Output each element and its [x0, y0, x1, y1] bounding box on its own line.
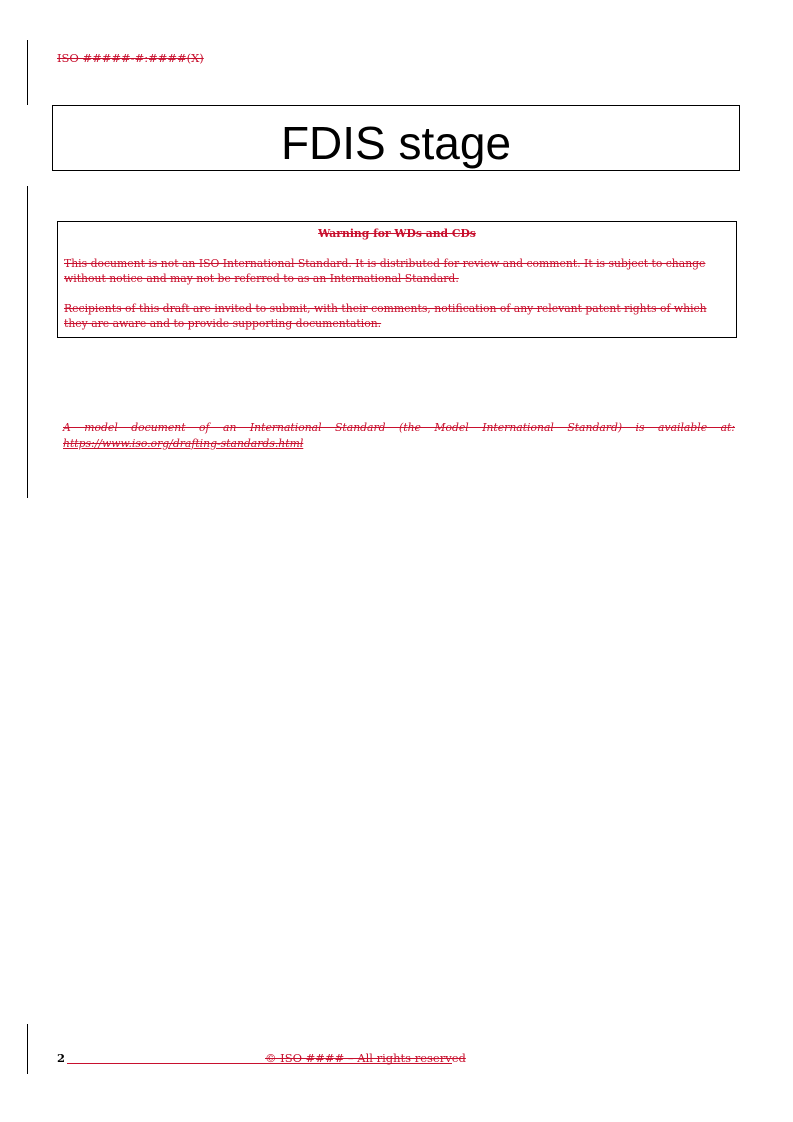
stage-title: FDIS stage: [280, 117, 512, 169]
page-number: 2: [57, 1051, 66, 1065]
model-document-link[interactable]: https://www.iso.org/drafting-standards.html: [63, 437, 304, 450]
change-bar-footer: [27, 1024, 28, 1074]
warning-paragraph-1: This document is not an ISO International Standard. It is distributed for review and comment. It is subject to change without notice and may not be referred to as an International Standard.: [64, 257, 706, 285]
warning-paragraph-2: Recipients of this draft are invited to submit, with their comments, notification of any relevant patent rights of which they are aware and to provide supporting documentation.: [64, 302, 707, 330]
copyright-notice: © ISO #### – All rights reserved: [265, 1051, 466, 1065]
change-bar-header: [27, 40, 28, 105]
document-id: ISO #####-#:####(X): [57, 51, 204, 65]
model-document-note: [63, 420, 735, 452]
warning-box: [57, 221, 737, 338]
model-note-text: A model document of an International Standard (the Model International Standard) is available at:: [63, 421, 735, 434]
stage-banner: [52, 105, 740, 171]
warning-title: Warning for WDs and CDs: [318, 227, 476, 240]
change-bar-body: [27, 186, 28, 498]
